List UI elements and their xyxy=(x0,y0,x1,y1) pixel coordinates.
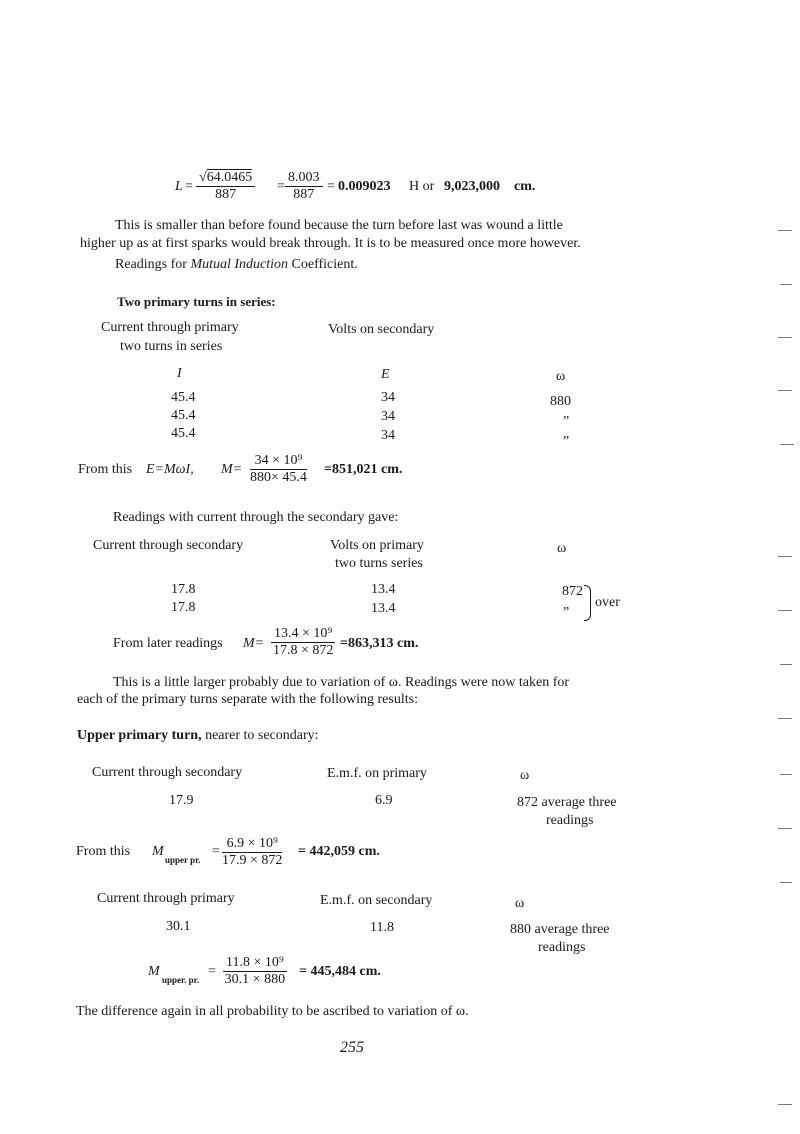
scan-mark xyxy=(778,337,792,338)
table-cell: readings xyxy=(538,940,586,955)
paragraph-line: This is smaller than before found because the turn before last was wound a little xyxy=(115,218,563,233)
table-cell: 11.8 xyxy=(370,920,394,935)
fraction-denominator: 17.9 × 872 xyxy=(222,853,283,868)
column-header: Volts on primary xyxy=(330,538,424,553)
column-header: E.m.f. on primary xyxy=(327,766,427,781)
equals-sign: = xyxy=(327,179,335,194)
table-cell: 880 xyxy=(550,394,571,409)
fraction-numerator: 64.0465 xyxy=(206,170,253,185)
table-cell: readings xyxy=(546,813,594,828)
column-header: two turns series xyxy=(335,556,423,571)
scan-mark xyxy=(778,390,792,391)
equals-sign: = xyxy=(208,964,216,979)
equals-sign: = xyxy=(277,179,285,194)
table-cell: 13.4 xyxy=(371,601,396,616)
equation-formula: E=MωI, xyxy=(146,462,194,477)
column-header: Current through secondary xyxy=(93,538,244,553)
fraction-numerator: 8.003 xyxy=(285,170,323,187)
symbol-m: M= xyxy=(243,636,265,651)
result-value: = 445,484 cm. xyxy=(299,964,381,979)
fraction-denominator: 887 xyxy=(215,187,237,202)
omega-symbol: ω xyxy=(557,541,567,556)
annotation-over: over xyxy=(595,595,620,610)
section-heading: Upper primary turn, nearer to secondary: xyxy=(77,728,319,743)
omega-symbol: ω xyxy=(515,896,525,911)
fraction xyxy=(222,836,282,869)
scan-mark xyxy=(778,828,792,829)
scan-mark xyxy=(780,774,792,775)
scan-mark xyxy=(780,284,792,285)
scan-mark xyxy=(778,610,792,611)
result-value: =851,021 cm. xyxy=(324,462,403,477)
fraction xyxy=(271,626,335,659)
equals-sign: = xyxy=(185,179,193,194)
table-cell: 872 average three xyxy=(517,795,617,810)
paragraph-line: each of the primary turns separate with the following results: xyxy=(77,692,418,707)
table-cell: 34 xyxy=(381,390,395,405)
scan-mark xyxy=(778,1104,792,1105)
scan-mark xyxy=(778,230,792,231)
scan-mark xyxy=(780,664,792,665)
scan-mark xyxy=(778,718,792,719)
scan-mark xyxy=(778,556,792,557)
scan-mark xyxy=(780,444,794,445)
fraction xyxy=(285,170,323,203)
page-number: 255 xyxy=(340,1039,364,1056)
sqrt-icon: √ xyxy=(199,170,207,185)
column-header: two turns in series xyxy=(120,339,223,354)
paragraph-line: Readings for Mutual Induction Coefficient. xyxy=(115,257,358,272)
table-cell: 17.9 xyxy=(169,793,194,808)
fraction-denominator: 17.8 × 872 xyxy=(272,643,334,658)
table-cell: 872 xyxy=(562,584,583,599)
paragraph-line: higher up as at first sparks would break through. It is to be measured once more however. xyxy=(80,236,581,251)
table-cell: 880 average three xyxy=(510,922,610,937)
brace-icon xyxy=(584,585,591,621)
paragraph-line: Readings with current through the secondary gave: xyxy=(113,510,399,525)
fraction-numerator: 13.4 × 10⁹ xyxy=(271,626,335,643)
paragraph-line: This is a little larger probably due to variation of ω. Readings were now taken for xyxy=(113,675,570,690)
result-value: = 442,059 cm. xyxy=(298,844,380,859)
symbol-m: M= xyxy=(221,462,243,477)
equation-prefix: From this xyxy=(76,844,131,859)
table-cell: 13.4 xyxy=(371,582,396,597)
section-heading: Two primary turns in series: xyxy=(117,294,276,309)
symbol-e: E xyxy=(381,367,390,382)
paragraph-line: The difference again in all probability to be ascribed to variation of ω. xyxy=(76,1004,469,1019)
result-value: 0.009023 xyxy=(338,179,391,194)
fraction-denominator: 30.1 × 880 xyxy=(224,972,286,987)
fraction xyxy=(223,955,287,988)
table-cell: 34 xyxy=(381,409,395,424)
symbol-l: L xyxy=(175,179,183,194)
fraction-sqrt xyxy=(196,170,255,203)
symbol-m: M xyxy=(148,964,160,979)
equation-prefix: From later readings xyxy=(113,636,223,651)
column-header: Current through primary xyxy=(101,320,239,335)
equation-prefix: From this xyxy=(78,462,133,477)
table-cell: 17.8 xyxy=(171,600,196,615)
fraction-numerator: 11.8 × 10⁹ xyxy=(223,955,287,972)
column-header: Volts on secondary xyxy=(328,322,435,337)
column-header: Current through secondary xyxy=(92,765,243,780)
column-header: E.m.f. on secondary xyxy=(320,893,433,908)
fraction xyxy=(250,453,307,486)
symbol-i: I xyxy=(177,366,182,381)
table-cell: 34 xyxy=(381,428,395,443)
result-value-alt: 9,023,000 xyxy=(444,179,500,194)
ditto-mark: ” xyxy=(563,434,570,449)
equals-sign: = xyxy=(212,844,220,859)
symbol-m: M xyxy=(152,844,164,859)
table-cell: 30.1 xyxy=(166,919,191,934)
subscript: upper. pr. xyxy=(162,975,200,985)
omega-symbol: ω xyxy=(520,768,530,783)
omega-symbol: ω xyxy=(556,369,566,384)
scan-mark xyxy=(780,882,792,883)
result-value: =863,313 cm. xyxy=(340,636,419,651)
table-cell: 45.4 xyxy=(171,408,196,423)
fraction-numerator: 6.9 × 10⁹ xyxy=(222,836,282,853)
fraction-denominator: 887 xyxy=(293,187,315,202)
ditto-mark: ” xyxy=(563,605,570,620)
table-cell: 45.4 xyxy=(171,390,196,405)
fraction-denominator: 880× 45.4 xyxy=(250,470,307,485)
subscript: upper pr. xyxy=(165,855,201,865)
fraction-numerator: 34 × 10⁹ xyxy=(250,453,307,470)
table-cell: 45.4 xyxy=(171,426,196,441)
table-cell: 17.8 xyxy=(171,582,196,597)
table-cell: 6.9 xyxy=(375,793,393,808)
ditto-mark: ” xyxy=(563,414,570,429)
unit-text: H or xyxy=(409,179,435,194)
column-header: Current through primary xyxy=(97,891,235,906)
unit-text: cm. xyxy=(514,179,536,194)
